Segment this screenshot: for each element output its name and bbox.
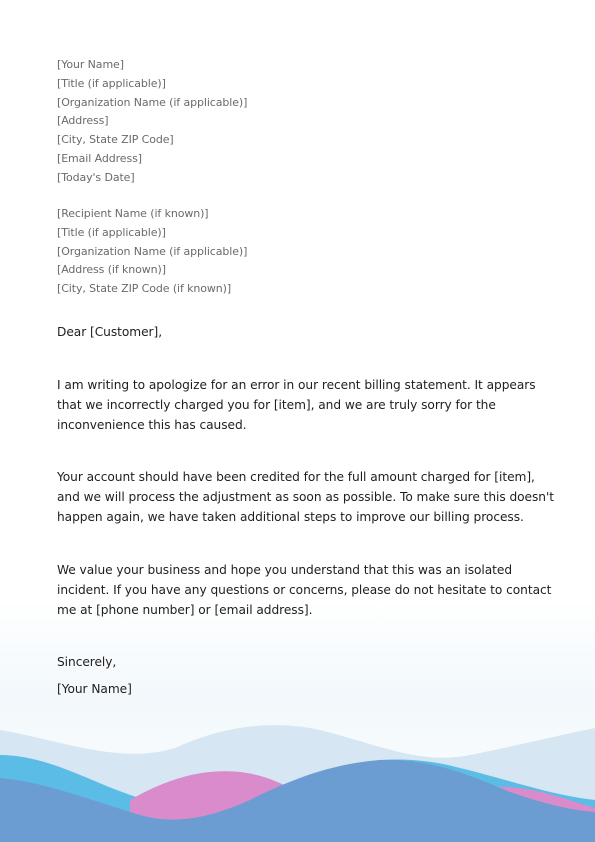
recipient-address-block bbox=[57, 205, 247, 299]
body-paragraph-3 bbox=[57, 561, 551, 620]
sender-city-state-zip: [City, State ZIP Code] bbox=[57, 133, 174, 147]
sender-email: [Email Address] bbox=[57, 151, 142, 165]
paragraph-line: me at [phone number] or [email address]. bbox=[57, 602, 313, 617]
paragraph-line: Your account should have been credited for the full amount charged for [item], bbox=[57, 470, 535, 484]
paragraph-line: and we will process the adjustment as soon as possible. To make sure this doesn't bbox=[57, 489, 554, 504]
closing: Sincerely, bbox=[57, 655, 117, 669]
recipient-address: [Address (if known)] bbox=[57, 263, 166, 277]
recipient-name: [Recipient Name (if known)] bbox=[57, 207, 209, 220]
recipient-organization: [Organization Name (if applicable)] bbox=[57, 244, 248, 258]
decorative-waves bbox=[0, 700, 595, 842]
body-paragraph-1 bbox=[57, 376, 536, 435]
sender-name: [Your Name] bbox=[57, 58, 124, 71]
paragraph-line: incident. If you have any questions or concerns, please do not hesitate to contact bbox=[57, 582, 552, 597]
sender-organization: [Organization Name (if applicable)] bbox=[57, 95, 248, 109]
recipient-title: [Title (if applicable)] bbox=[57, 225, 166, 239]
recipient-city-state-zip: [City, State ZIP Code (if known)] bbox=[57, 282, 232, 296]
paragraph-line: happen again, we have taken additional steps to improve our billing process. bbox=[57, 509, 524, 524]
body-paragraph-2 bbox=[57, 468, 554, 527]
signature-name: [Your Name] bbox=[57, 682, 132, 696]
paragraph-line: I am writing to apologize for an error in our recent billing statement. It appears bbox=[57, 378, 536, 392]
sender-address-block bbox=[57, 56, 247, 188]
sender-title: [Title (if applicable)] bbox=[57, 76, 166, 90]
letter-date: [Today's Date] bbox=[57, 170, 135, 184]
paragraph-line: We value your business and hope you understand that this was an isolated bbox=[57, 563, 513, 577]
paragraph-line: inconvenience this has caused. bbox=[57, 417, 247, 432]
paragraph-line: that we incorrectly charged you for [item], and we are truly sorry for the bbox=[57, 397, 496, 412]
salutation: Dear [Customer], bbox=[57, 325, 163, 339]
sender-address: [Address] bbox=[57, 114, 109, 128]
